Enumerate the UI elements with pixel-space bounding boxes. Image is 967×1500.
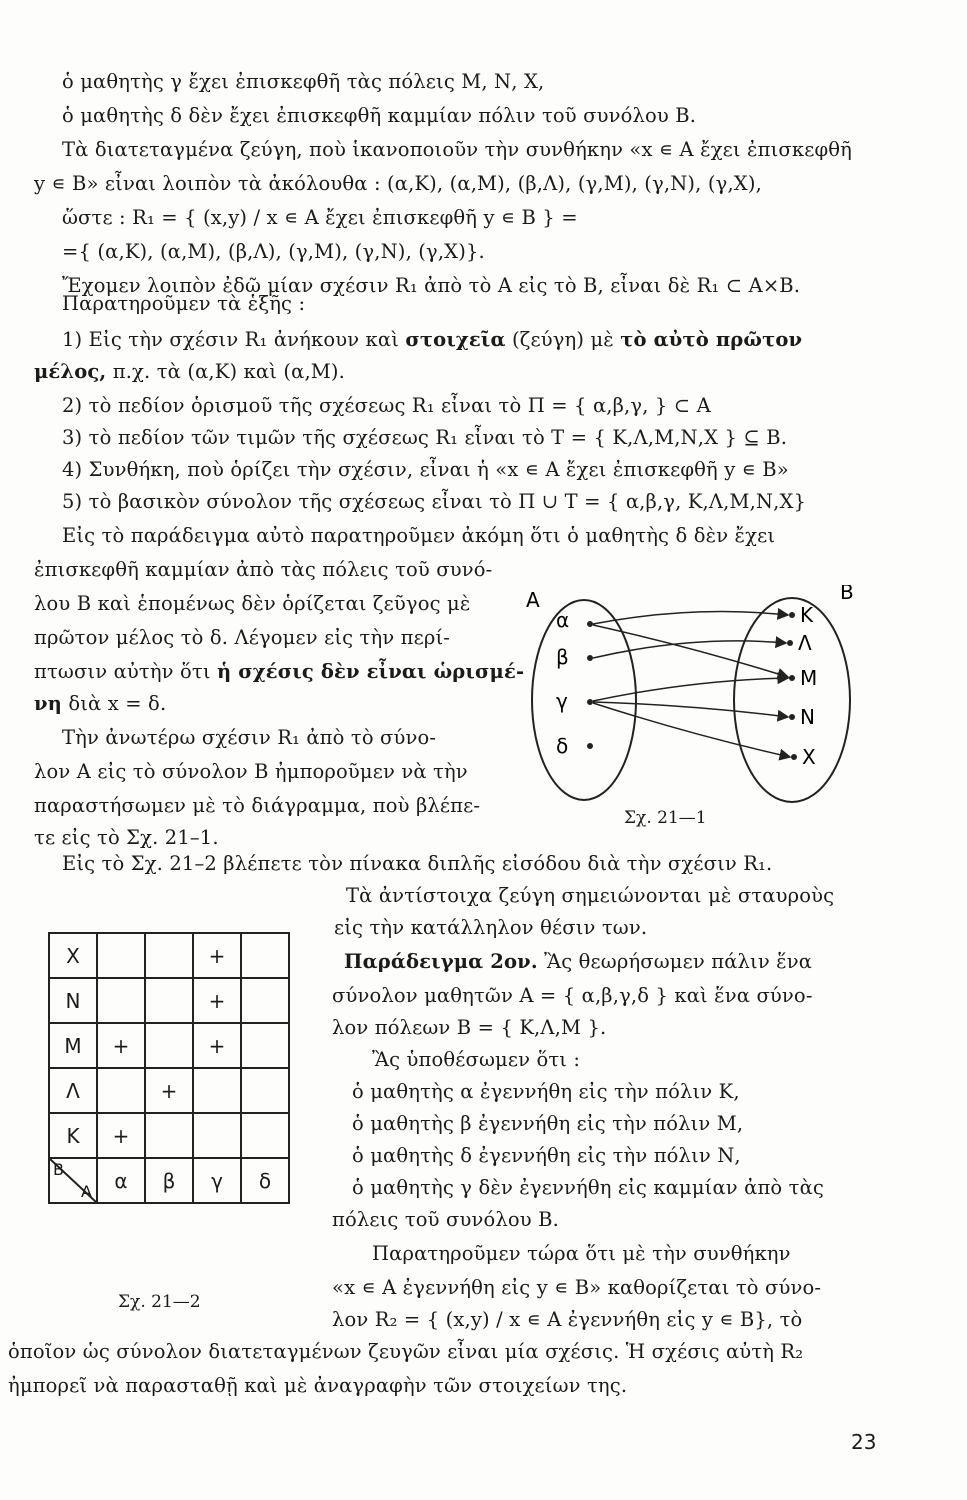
text-line (34, 692, 166, 716)
item-text: 1) Εἰς τὴν σχέσιν R₁ ἀνήκουν καὶ (62, 328, 400, 351)
text-line: πόλεις τοῦ συνόλου Β. (332, 1208, 559, 1231)
text-line: ὁ μαθητὴς δ δὲν ἔχει ἐπισκεφθῆ καμμίαν πόλιν τοῦ συνόλου Β. (62, 104, 697, 127)
double-entry-table (48, 932, 290, 1204)
table-row (49, 978, 289, 1023)
list-item: 3) τὸ πεδίον τῶν τιμῶν τῆς σχέσεως R₁ εἶναι τὸ Τ = { Κ,Λ,Μ,Ν,Χ } ⊆ Β. (62, 426, 788, 449)
arrow-gamma-N (593, 702, 788, 717)
text-line: Παρατηροῦμεν τώρα ὅτι μὲ τὴν συνθήκην (372, 1242, 791, 1265)
text-line: ὁ μαθητὴς α ἐγεννήθη εἰς τὴν πόλιν Κ, (352, 1080, 740, 1103)
dot-beta (587, 655, 593, 661)
table-cell (241, 1113, 289, 1158)
elem-gamma: γ (556, 689, 568, 713)
table-cell (241, 933, 289, 978)
dot-L (787, 640, 793, 646)
text-line: Ἂς ὑποθέσωμεν ὅτι : (372, 1048, 581, 1071)
elem-L: Λ (798, 631, 812, 655)
page-number: 23 (851, 1430, 877, 1454)
item-text: π.χ. τὰ (α,Κ) καὶ (α,Μ). (112, 360, 346, 383)
table-cell (241, 1068, 289, 1113)
bold-span: νη (34, 692, 63, 715)
text-line: πρῶτον μέλος τὸ δ. Λέγομεν εἰς τὴν περί- (34, 626, 451, 649)
text-span: πτωσιν αὐτὴν ὅτι (34, 660, 211, 683)
table-cell: + (97, 1023, 145, 1068)
row-label: Λ (49, 1068, 97, 1113)
text-line: ὁ μαθητὴς γ ἔχει ἐπισκεφθῆ τὰς πόλεις Μ, Ν, Χ, (62, 70, 545, 93)
row-label: Χ (49, 933, 97, 978)
table-cell: + (193, 978, 241, 1023)
dot-K (789, 612, 795, 618)
table-cell (241, 978, 289, 1023)
elem-M: Μ (800, 666, 818, 690)
text-line: ={ (α,Κ), (α,Μ), (β,Λ), (γ,Μ), (γ,Ν), (γ,Χ)}. (62, 240, 485, 263)
table-row (49, 1113, 289, 1158)
table-header-row (49, 1158, 289, 1203)
table-cell (145, 978, 193, 1023)
table-cell (145, 1113, 193, 1158)
arrow-gamma-M (593, 678, 788, 701)
text-line: ὥστε : R₁ = { (x,y) / x ∊ A ἔχει ἐπισκεφθῆ y ∊ B } = (62, 206, 578, 229)
table-cell (145, 1023, 193, 1068)
col-label: γ (193, 1158, 241, 1203)
list-item: 2) τὸ πεδίον ὁρισμοῦ τῆς σχέσεως R₁ εἶναι τὸ Π = { α,β,γ, } ⊂ A (62, 394, 711, 417)
item-text: (ζεύγη) μὲ (512, 328, 614, 351)
text-line: ὁ μαθητὴς β ἐγεννήθη εἰς τὴν πόλιν Μ, (352, 1112, 744, 1135)
example-title: Παράδειγμα 2ον. (344, 950, 538, 973)
text-span: Ἂς θεωρήσωμεν πάλιν ἕνα (544, 950, 813, 973)
text-line: λου Β καὶ ἑπομένως δὲν ὁρίζεται ζεῦγος μὲ (34, 592, 471, 615)
text-line: ἠμπορεῖ νὰ παρασταθῇ καὶ μὲ ἀναγραφὴν τῶν στοιχείων της. (8, 1374, 628, 1397)
corner-b: B (53, 1160, 64, 1179)
text-line: «x ∊ A ἐγεννήθη εἰς y ∊ B» καθορίζεται τὸ σύνο- (332, 1276, 822, 1299)
table-corner (49, 1158, 97, 1203)
text-line: λον A εἰς τὸ σύνολον B ἠμποροῦμεν νὰ τὴν (34, 760, 468, 783)
text-line: τε εἰς τὸ Σχ. 21–1. (34, 826, 219, 849)
dot-X (791, 754, 797, 760)
table-cell: + (97, 1113, 145, 1158)
dot-N (789, 714, 795, 720)
text-line: ὁ μαθητὴς γ δὲν ἐγεννήθη εἰς καμμίαν ἀπὸ τὰς (352, 1176, 824, 1199)
dot-delta (587, 743, 593, 749)
dot-alpha (587, 621, 593, 627)
dot-M (789, 675, 795, 681)
text-line: ὁ μαθητὴς δ ἐγεννήθη εἰς τὴν πόλιν Ν, (352, 1144, 741, 1167)
table-row (49, 933, 289, 978)
col-label: α (97, 1158, 145, 1203)
elem-alpha: α (556, 608, 570, 632)
dot-gamma (587, 699, 593, 705)
item-bold: μέλος, (34, 360, 107, 383)
list-item (62, 328, 802, 352)
text-line: ἐπισκεφθῆ καμμίαν ἀπὸ τὰς πόλεις τοῦ συνό- (34, 558, 493, 581)
elem-X: Χ (802, 745, 816, 769)
set-b-ellipse (734, 598, 850, 802)
elem-delta: δ (556, 734, 569, 758)
text-line: Ἔχομεν λοιπὸν ἐδῶ μίαν σχέσιν R₁ ἀπὸ τὸ A εἰς τὸ Β, εἶναι δὲ R₁ ⊂ A×B. (62, 274, 801, 297)
text-line: εἰς τὴν κατάλληλον θέσιν των. (334, 916, 648, 939)
venn-arrow-diagram (522, 585, 862, 805)
row-label: Ν (49, 978, 97, 1023)
table-cell (97, 978, 145, 1023)
figure-caption: Σχ. 21—1 (624, 808, 707, 828)
text-line: y ∊ B» εἶναι λοιπὸν τὰ ἀκόλουθα : (α,Κ), (α,Μ), (β,Λ), (γ,Μ), (γ,Ν), (γ,Χ), (34, 172, 762, 195)
text-line: λον πόλεων B = { Κ,Λ,Μ }. (332, 1016, 607, 1039)
corner-a: A (81, 1182, 92, 1201)
arrow-gamma-X (593, 703, 790, 757)
col-label: δ (241, 1158, 289, 1203)
text-line: Εἰς τὸ Σχ. 21–2 βλέπετε τὸν πίνακα διπλῆς εἰσόδου διὰ τὴν σχέσιν R₁. (62, 852, 773, 875)
table-cell: + (145, 1068, 193, 1113)
table-row (49, 1068, 289, 1113)
list-item: 5) τὸ βασικὸν σύνολον τῆς σχέσεως εἶναι τὸ Π ∪ Τ = { α,β,γ, Κ,Λ,Μ,Ν,Χ} (62, 490, 807, 513)
table-cell (193, 1113, 241, 1158)
elem-K: Κ (800, 603, 814, 627)
set-a-ellipse (532, 600, 636, 800)
col-label: β (145, 1158, 193, 1203)
text-line: Τὰ ἀντίστοιχα ζεύγη σημειώνονται μὲ σταυροὺς (346, 884, 835, 907)
text-span: διὰ x = δ. (68, 692, 167, 715)
text-line (344, 950, 812, 974)
text-line: Τὰ διατεταγμένα ζεύγη, ποὺ ἱκανοποιοῦν τὴν συνθήκην «x ∊ A ἔχει ἐπισκεφθῆ (62, 138, 853, 161)
table-cell (97, 1068, 145, 1113)
table-cell (145, 933, 193, 978)
list-item-cont (34, 360, 345, 384)
text-line: σύνολον μαθητῶν A = { α,β,γ,δ } καὶ ἕνα σύνο- (332, 984, 813, 1007)
table-cell: + (193, 933, 241, 978)
table-row (49, 1023, 289, 1068)
elem-beta: β (556, 645, 569, 669)
table-cell: + (193, 1023, 241, 1068)
text-line: παραστήσωμεν μὲ τὸ διάγραμμα, ποὺ βλέπε- (34, 794, 481, 817)
text-line: ὁποῖον ὡς σύνολον διατεταγμένων ζευγῶν εἶναι μία σχέσις. Ἡ σχέσις αὐτὴ R₂ (8, 1340, 804, 1363)
text-line (34, 660, 524, 684)
list-item: 4) Συνθήκη, ποὺ ὁρίζει τὴν σχέσιν, εἶναι ἡ «x ∊ A ἔχει ἐπισκεφθῆ y ∊ B» (62, 458, 789, 481)
text-line: Παρατηροῦμεν τὰ ἑξῆς : (62, 292, 306, 315)
row-label: Κ (49, 1113, 97, 1158)
set-a-label: A (526, 588, 540, 612)
text-line: Εἰς τὸ παράδειγμα αὐτὸ παρατηροῦμεν ἀκόμη ὅτι ὁ μαθητὴς δ δὲν ἔχει (62, 524, 776, 547)
row-label: Μ (49, 1023, 97, 1068)
table-cell (97, 933, 145, 978)
table-caption: Σχ. 21—2 (118, 1292, 201, 1312)
table-cell (193, 1068, 241, 1113)
elem-N: Ν (800, 705, 815, 729)
text-line: Τὴν ἀνωτέρω σχέσιν R₁ ἀπὸ τὸ σύνο- (62, 726, 437, 749)
item-bold: στοιχεῖα (405, 328, 506, 351)
item-bold: τὸ αὐτὸ πρῶτον (620, 328, 803, 351)
bold-span: ἡ σχέσις δὲν εἶναι ὡρισμέ- (217, 660, 525, 683)
arrow-beta-L (593, 641, 786, 658)
table-cell (241, 1023, 289, 1068)
text-line: λον R₂ = { (x,y) / x ∊ A ἐγεννήθη εἰς y ∊ B}, τὸ (332, 1308, 803, 1331)
set-b-label: B (840, 585, 854, 604)
